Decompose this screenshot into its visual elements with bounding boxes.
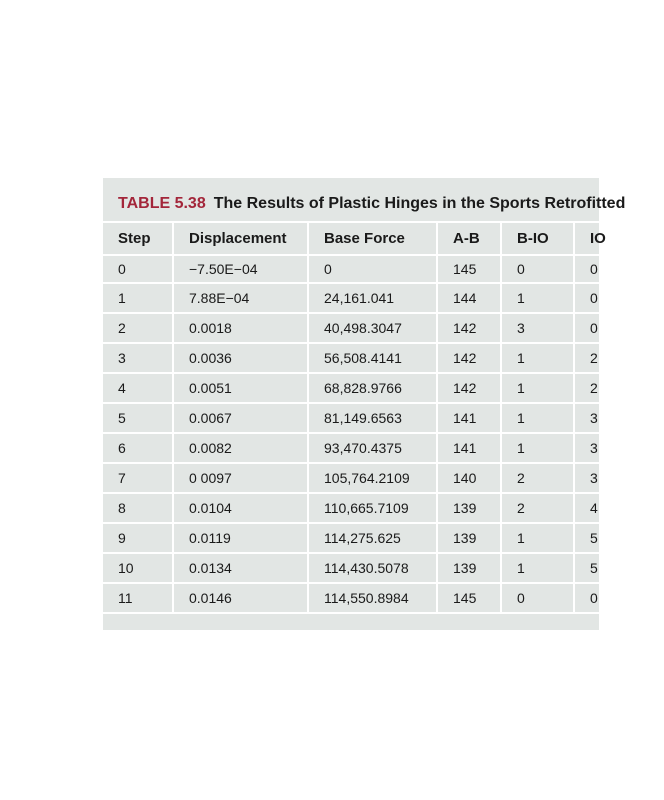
cell-a-b: 142 (437, 373, 501, 403)
cell-step: 1 (103, 283, 173, 313)
column-header-io: IO (574, 223, 663, 255)
results-table (103, 223, 664, 614)
cell-io: 0 (574, 583, 663, 613)
cell-b-io: 1 (501, 553, 574, 583)
cell-b-io: 3 (501, 313, 574, 343)
cell-displacement: 0 0097 (173, 463, 308, 493)
cell-step: 5 (103, 403, 173, 433)
table-number: TABLE 5.38 (118, 195, 206, 212)
cell-io: 0 (574, 283, 663, 313)
cell-base-force: 40,498.3047 (308, 313, 437, 343)
cell-base-force: 105,764.2109 (308, 463, 437, 493)
table-panel (103, 178, 626, 630)
cell-step: 8 (103, 493, 173, 523)
cell-base-force: 114,430.5078 (308, 553, 437, 583)
table-row (103, 373, 663, 403)
cell-displacement: 0.0104 (173, 493, 308, 523)
table-row (103, 255, 663, 283)
table-row (103, 343, 663, 373)
cell-io: 0 (574, 313, 663, 343)
cell-b-io: 1 (501, 523, 574, 553)
cell-io: 2 (574, 343, 663, 373)
cell-a-b: 145 (437, 255, 501, 283)
cell-io: 3 (574, 433, 663, 463)
table-row (103, 553, 663, 583)
cell-step: 3 (103, 343, 173, 373)
cell-a-b: 140 (437, 463, 501, 493)
cell-io: 4 (574, 493, 663, 523)
cell-step: 6 (103, 433, 173, 463)
cell-b-io: 1 (501, 433, 574, 463)
table-row (103, 283, 663, 313)
table-row (103, 493, 663, 523)
column-header-displacement: Displacement (173, 223, 308, 255)
table-row (103, 523, 663, 553)
cell-b-io: 0 (501, 583, 574, 613)
cell-step: 11 (103, 583, 173, 613)
cell-io: 5 (574, 553, 663, 583)
cell-displacement: −7.50E−04 (173, 255, 308, 283)
cell-b-io: 2 (501, 463, 574, 493)
cell-step: 9 (103, 523, 173, 553)
cell-displacement: 0.0134 (173, 553, 308, 583)
cell-step: 0 (103, 255, 173, 283)
cell-base-force: 114,550.8984 (308, 583, 437, 613)
cell-displacement: 0.0051 (173, 373, 308, 403)
cell-displacement: 7.88E−04 (173, 283, 308, 313)
column-header-a-b: A-B (437, 223, 501, 255)
cell-base-force: 24,161.041 (308, 283, 437, 313)
cell-base-force: 68,828.9766 (308, 373, 437, 403)
cell-io: 2 (574, 373, 663, 403)
table-row (103, 583, 663, 613)
cell-displacement: 0.0119 (173, 523, 308, 553)
table-row (103, 463, 663, 493)
table-caption (118, 193, 625, 215)
table-row (103, 433, 663, 463)
table-row (103, 403, 663, 433)
cell-displacement: 0.0146 (173, 583, 308, 613)
cell-displacement: 0.0036 (173, 343, 308, 373)
cell-b-io: 1 (501, 283, 574, 313)
cell-io: 0 (574, 255, 663, 283)
cell-step: 7 (103, 463, 173, 493)
cell-b-io: 1 (501, 373, 574, 403)
column-header-base-force: Base Force (308, 223, 437, 255)
cell-base-force: 114,275.625 (308, 523, 437, 553)
cell-base-force: 110,665.7109 (308, 493, 437, 523)
cell-io: 3 (574, 463, 663, 493)
cell-a-b: 139 (437, 523, 501, 553)
cell-step: 2 (103, 313, 173, 343)
cell-b-io: 2 (501, 493, 574, 523)
cell-a-b: 142 (437, 313, 501, 343)
cell-b-io: 1 (501, 343, 574, 373)
header-row (103, 223, 663, 255)
cell-displacement: 0.0082 (173, 433, 308, 463)
cell-step: 4 (103, 373, 173, 403)
column-header-b-io: B-IO (501, 223, 574, 255)
cell-a-b: 139 (437, 553, 501, 583)
table-title: The Results of Plastic Hinges in the Sports Retrofitted (213, 195, 626, 212)
cell-a-b: 145 (437, 583, 501, 613)
cell-io: 3 (574, 403, 663, 433)
cell-base-force: 81,149.6563 (308, 403, 437, 433)
cell-displacement: 0.0018 (173, 313, 308, 343)
cell-a-b: 142 (437, 343, 501, 373)
cell-io: 5 (574, 523, 663, 553)
cell-b-io: 1 (501, 403, 574, 433)
cell-step: 10 (103, 553, 173, 583)
cell-displacement: 0.0067 (173, 403, 308, 433)
cell-a-b: 139 (437, 493, 501, 523)
cell-base-force: 0 (308, 255, 437, 283)
cell-base-force: 56,508.4141 (308, 343, 437, 373)
cell-b-io: 0 (501, 255, 574, 283)
cell-a-b: 144 (437, 283, 501, 313)
cell-a-b: 141 (437, 403, 501, 433)
cell-a-b: 141 (437, 433, 501, 463)
table-row (103, 313, 663, 343)
column-header-step: Step (103, 223, 173, 255)
cell-base-force: 93,470.4375 (308, 433, 437, 463)
